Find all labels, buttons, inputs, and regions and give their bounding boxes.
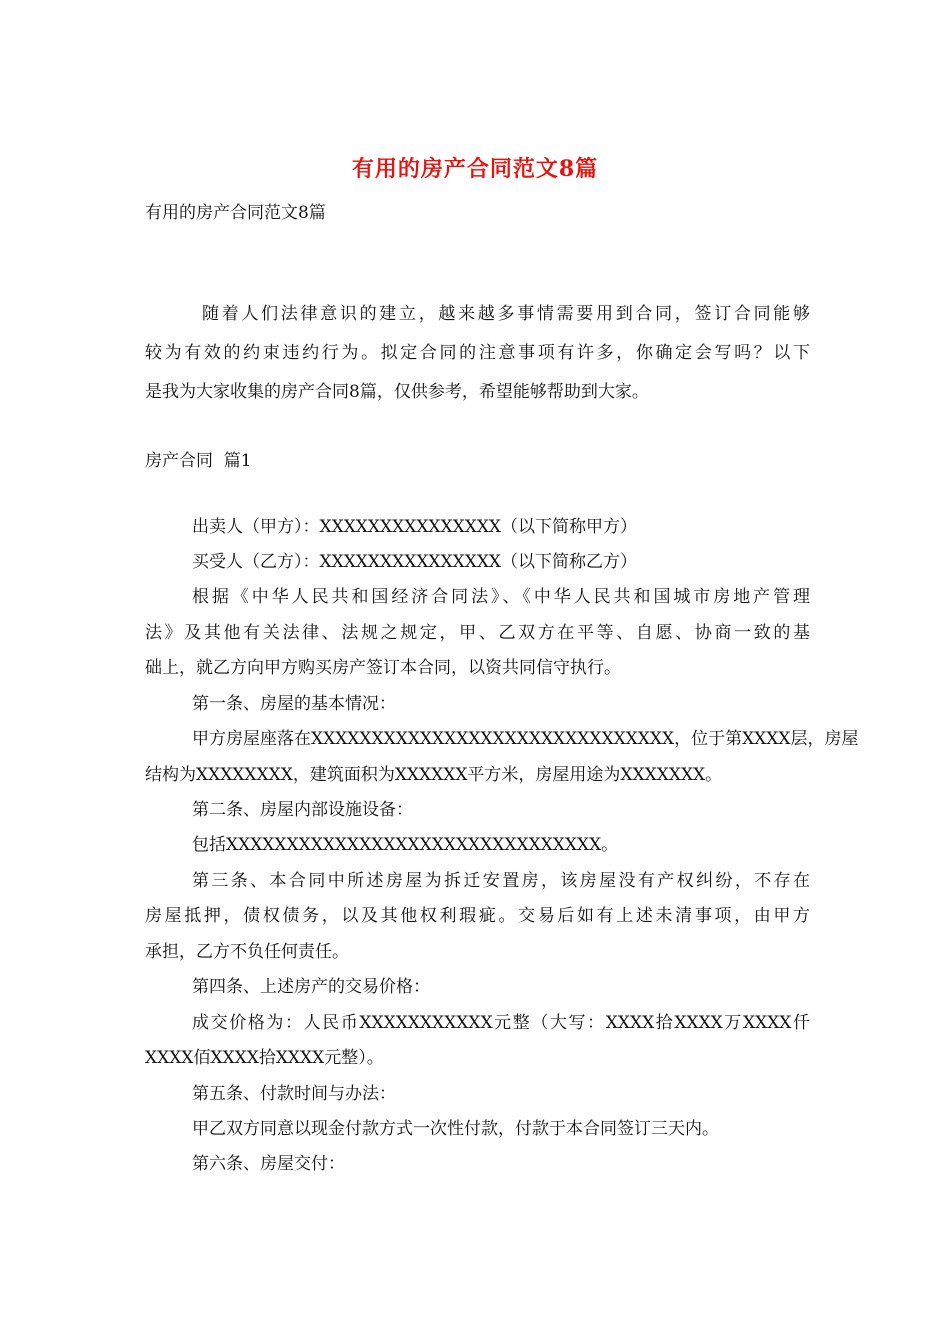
body-line: 根据《中华人民共和国经济合同法》、《中华人民共和国城市房地产管理 [192, 587, 810, 607]
body-line: 甲方房屋座落在XXXXXXXXXXXXXXXXXXXXXXXXXXXXXX，位于第XXXX层，房屋 [192, 729, 859, 749]
body-line: 第六条、房屋交付： [192, 1154, 345, 1174]
intro-line-1: 随着人们法律意识的建立，越来越多事情需要用到合同，签订合同能够 [202, 304, 810, 324]
intro-line-2: 较为有效的约束违约行为。拟定合同的注意事项有许多，你确定会写吗？以下 [145, 343, 810, 363]
section-heading: 房产合同 篇1 [145, 451, 252, 471]
body-line: 承担，乙方不负任何责任。 [145, 942, 349, 962]
body-line: 法》及其他有关法律、法规之规定，甲、乙双方在平等、自愿、协商一致的基 [145, 623, 810, 643]
body-line: 买受人（乙方）：XXXXXXXXXXXXXXX（以下简称乙方） [192, 552, 638, 572]
document-subtitle: 有用的房产合同范文8篇 [145, 203, 326, 223]
intro-line-3: 是我为大家收集的房产合同8篇，仅供参考，希望能够帮助到大家。 [145, 382, 649, 402]
body-line: XXXX佰XXXX拾XXXX元整）。 [145, 1048, 384, 1068]
body-line: 包括XXXXXXXXXXXXXXXXXXXXXXXXXXXXXXX。 [192, 835, 619, 855]
body-line: 成交价格为：人民币XXXXXXXXXXX元整（大写：XXXX拾XXXX万XXXX仟 [192, 1013, 810, 1033]
body-line: 础上，就乙方向甲方购买房产签订本合同，以资共同信守执行。 [145, 658, 621, 678]
body-line: 房屋抵押，债权债务，以及其他权利瑕疵。交易后如有上述未清事项，由甲方 [145, 906, 810, 926]
body-line: 第一条、房屋的基本情况： [192, 694, 396, 714]
body-line: 第三条、本合同中所述房屋为拆迁安置房，该房屋没有产权纠纷，不存在 [192, 871, 810, 891]
body-line: 出卖人（甲方）：XXXXXXXXXXXXXXX（以下简称甲方） [192, 517, 638, 537]
body-line: 结构为XXXXXXXX，建筑面积为XXXXXX平方米，房屋用途为XXXXXXX。 [145, 765, 723, 785]
body-line: 第二条、房屋内部设施设备： [192, 800, 413, 820]
body-line: 第五条、付款时间与办法： [192, 1084, 396, 1104]
body-line: 甲乙双方同意以现金付款方式一次性付款，付款于本合同签订三天内。 [192, 1119, 719, 1139]
document-title: 有用的房产合同范文8篇 [351, 156, 599, 182]
body-line: 第四条、上述房产的交易价格： [192, 977, 430, 997]
